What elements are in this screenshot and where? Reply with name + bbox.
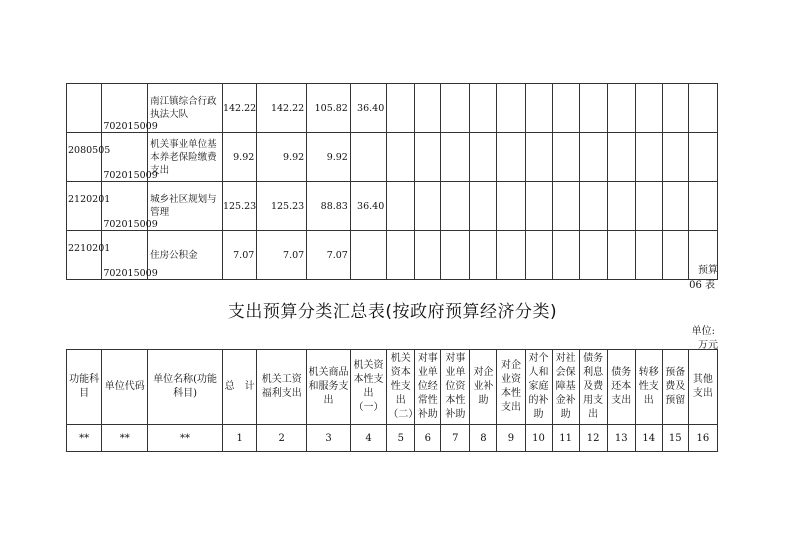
column-index-cell: 4 [350,425,386,452]
column-header: 机关商品和服务支出 [307,350,351,425]
column-index-cell: ** [148,425,223,452]
column-header: 债务利息及费用支出 [579,350,607,425]
unit-name-cell: 住房公积金 [148,231,223,280]
column-header: 对事业单位经常性补助 [415,350,441,425]
column-index-cell: 16 [688,425,717,452]
column-header: 对企业补助 [470,350,497,425]
empty-cell [441,182,470,231]
empty-cell [470,231,497,280]
table-row [67,182,718,231]
unit-name-cell: 机关事业单位基本养老保险缴费支出 [148,133,223,182]
column-index-cell: ** [67,425,102,452]
empty-cell [470,133,497,182]
unit-code-cell: 702015009 [102,182,148,231]
column-index-cell: 3 [307,425,351,452]
empty-cell [387,231,415,280]
table-row [67,84,718,133]
empty-cell [552,182,579,231]
empty-cell [635,231,662,280]
column-header: 转移性支出 [635,350,662,425]
empty-cell [552,84,579,133]
empty-cell [607,84,635,133]
amount-cell: 142.22 [257,84,307,133]
column-index-cell: ** [102,425,148,452]
empty-cell [441,231,470,280]
empty-cell [525,182,552,231]
empty-cell [552,133,579,182]
empty-cell [497,84,525,133]
empty-cell [415,133,441,182]
empty-cell [470,182,497,231]
page-title: 支出预算分类汇总表(按政府预算经济分类) [227,302,558,322]
empty-cell [525,231,552,280]
empty-cell [579,231,607,280]
empty-cell [497,133,525,182]
empty-cell [579,84,607,133]
empty-cell [688,84,717,133]
amount-cell: 9.92 [257,133,307,182]
column-header: 债务还本支出 [607,350,635,425]
column-index-cell: 15 [662,425,688,452]
column-header: 总 计 [222,350,256,425]
unit-name-cell: 城乡社区规划与管理 [148,182,223,231]
column-header: 机关工资福利支出 [257,350,307,425]
unit-name-cell: 南江镇综合行政执法大队 [148,84,223,133]
amount-cell [350,133,386,182]
column-index-cell: 12 [579,425,607,452]
column-header: 对社会保障基金补助 [552,350,579,425]
unit-label: 单位: [691,326,715,337]
empty-cell [441,84,470,133]
amount-cell: 36.40 [350,182,386,231]
empty-cell [662,231,688,280]
amount-cell: 7.07 [257,231,307,280]
unit-code-cell: 702015009 [102,133,148,182]
column-header: 预备费及预留 [662,350,688,425]
column-index-cell: 13 [607,425,635,452]
column-index-cell: 9 [497,425,525,452]
empty-cell [387,84,415,133]
empty-cell [607,133,635,182]
column-index-cell: 11 [552,425,579,452]
empty-cell [635,84,662,133]
empty-cell [552,231,579,280]
table-number: 06 表 [689,280,715,291]
empty-cell [607,182,635,231]
column-header: 对企业资本性支出 [497,350,525,425]
empty-cell [662,133,688,182]
column-index-cell: 2 [257,425,307,452]
empty-cell [497,231,525,280]
unit-code-cell: 702015009 [102,231,148,280]
column-index-cell: 10 [525,425,552,452]
amount-cell: 105.82 [307,84,351,133]
column-header: 单位名称(功能科目) [148,350,223,425]
empty-cell [415,231,441,280]
column-header: 其他支出 [688,350,717,425]
total-cell: 9.92 [222,133,256,182]
budget-label: 预算 [698,265,718,276]
empty-cell [688,133,717,182]
function-code-cell: 2080505 [67,133,102,182]
amount-cell: 9.92 [307,133,351,182]
column-header: 机关资本性支出（二） [387,350,415,425]
column-header: 功能科目 [67,350,102,425]
total-cell: 7.07 [222,231,256,280]
column-index-cell: 14 [635,425,662,452]
empty-cell [415,182,441,231]
function-code-cell: 2210201 [67,231,102,280]
function-code-cell: 2120201 [67,182,102,231]
total-cell: 142.22 [222,84,256,133]
column-index-cell: 6 [415,425,441,452]
table-row [67,231,718,280]
amount-cell: 125.23 [257,182,307,231]
column-header: 机关资本性支出（一） [350,350,386,425]
summary-header-table [66,349,718,452]
empty-cell [415,84,441,133]
expenditure-detail-table [66,83,718,280]
empty-cell [635,133,662,182]
amount-cell [350,231,386,280]
column-index-cell: 8 [470,425,497,452]
empty-cell [579,182,607,231]
empty-cell [662,84,688,133]
empty-cell [525,133,552,182]
amount-cell: 7.07 [307,231,351,280]
function-code-cell [67,84,102,133]
amount-cell: 88.83 [307,182,351,231]
column-index-cell: 5 [387,425,415,452]
empty-cell [635,182,662,231]
amount-cell: 36.40 [350,84,386,133]
column-header: 对事业单位资本性补助 [441,350,470,425]
unit-code-cell: 702015009 [102,84,148,133]
empty-cell [607,231,635,280]
empty-cell [470,84,497,133]
column-header: 对个人和家庭的补助 [525,350,552,425]
empty-cell [525,84,552,133]
empty-cell [662,182,688,231]
total-cell: 125.23 [222,182,256,231]
unit-value: 万元 [698,340,718,351]
empty-cell [387,133,415,182]
column-header: 单位代码 [102,350,148,425]
empty-cell [441,133,470,182]
column-index-cell: 7 [441,425,470,452]
empty-cell [688,182,717,231]
empty-cell [387,182,415,231]
empty-cell [579,133,607,182]
table-row [67,133,718,182]
column-index-cell: 1 [222,425,256,452]
empty-cell [497,182,525,231]
